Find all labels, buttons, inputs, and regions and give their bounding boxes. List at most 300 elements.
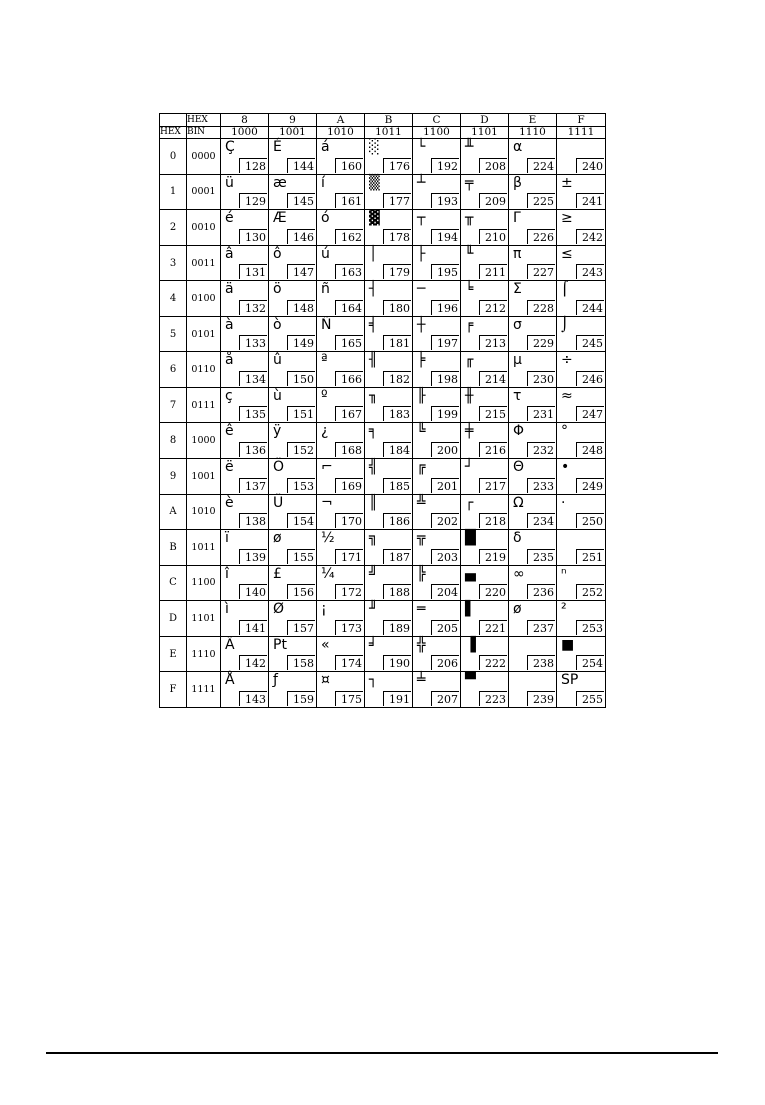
char-glyph: ° <box>561 423 568 440</box>
row-hex-label: 7 <box>160 387 187 423</box>
char-glyph: ║ <box>369 494 378 511</box>
char-code-number: 254 <box>576 655 604 670</box>
char-glyph: ─ <box>417 281 426 298</box>
char-code-number: 128 <box>239 158 267 173</box>
char-glyph: ╠ <box>417 565 426 582</box>
char-cell <box>509 672 557 708</box>
char-code-number: 196 <box>431 300 459 315</box>
table-row <box>160 139 606 175</box>
hex-row-label: HEX <box>160 126 187 139</box>
char-cell <box>317 494 365 530</box>
char-code-number: 139 <box>239 549 267 564</box>
row-hex-label: 5 <box>160 316 187 352</box>
char-code-number: 215 <box>479 406 507 421</box>
char-cell <box>269 565 317 601</box>
char-glyph: ≤ <box>561 245 573 262</box>
table-row <box>160 601 606 637</box>
char-glyph: É <box>273 139 282 156</box>
char-glyph: · <box>561 494 566 511</box>
char-cell <box>269 245 317 281</box>
char-glyph: « <box>321 636 330 653</box>
char-code-number: 168 <box>335 442 363 457</box>
char-code-number: 181 <box>383 335 411 350</box>
char-code-number: 159 <box>287 691 315 706</box>
char-code-number: 253 <box>576 620 604 635</box>
char-code-number: 193 <box>431 193 459 208</box>
char-code-number: 180 <box>383 300 411 315</box>
char-cell <box>269 672 317 708</box>
char-cell <box>317 387 365 423</box>
char-cell <box>509 636 557 672</box>
char-code-number: 190 <box>383 655 411 670</box>
char-glyph: Æ <box>273 210 287 227</box>
char-code-number: 183 <box>383 406 411 421</box>
char-code-number: 252 <box>576 584 604 599</box>
char-code-number: 131 <box>239 264 267 279</box>
char-glyph: ä <box>225 281 234 298</box>
char-cell <box>365 459 413 495</box>
char-cell <box>365 601 413 637</box>
char-glyph: ª <box>321 352 328 369</box>
corner-cell <box>160 114 187 127</box>
char-code-number: 187 <box>383 549 411 564</box>
char-glyph: Σ <box>513 281 522 298</box>
char-glyph: ╝ <box>369 565 378 582</box>
char-cell <box>365 352 413 388</box>
char-code-number: 166 <box>335 371 363 386</box>
char-glyph: ≈ <box>561 387 573 404</box>
char-code-number: 242 <box>576 229 604 244</box>
char-glyph: ó <box>321 210 330 227</box>
char-code-number: 188 <box>383 584 411 599</box>
hex-col-header: E <box>509 114 557 127</box>
char-cell <box>365 672 413 708</box>
char-cell <box>269 636 317 672</box>
char-cell <box>509 352 557 388</box>
char-glyph: │ <box>369 245 378 262</box>
char-glyph: α <box>513 139 523 156</box>
char-code-number: 211 <box>479 264 507 279</box>
char-code-number: 230 <box>527 371 555 386</box>
char-code-number: 172 <box>335 584 363 599</box>
row-hex-label: 2 <box>160 210 187 246</box>
char-code-number: 157 <box>287 620 315 635</box>
char-cell <box>461 352 509 388</box>
char-code-number: 162 <box>335 229 363 244</box>
char-cell <box>317 601 365 637</box>
char-code-number: 249 <box>576 478 604 493</box>
row-bin-label: 1100 <box>187 565 221 601</box>
char-glyph: ╖ <box>369 387 378 404</box>
char-code-number: 145 <box>287 193 315 208</box>
row-hex-label: 9 <box>160 459 187 495</box>
char-cell <box>509 459 557 495</box>
row-hex-label: 3 <box>160 245 187 281</box>
char-code-number: 176 <box>383 158 411 173</box>
char-glyph: ╘ <box>465 281 474 298</box>
char-cell <box>317 459 365 495</box>
char-cell <box>221 387 269 423</box>
char-code-number: 165 <box>335 335 363 350</box>
char-cell <box>413 174 461 210</box>
char-glyph: ┼ <box>417 316 426 333</box>
char-glyph: à <box>225 316 234 333</box>
bin-col-header: 1010 <box>317 126 365 139</box>
char-glyph: ø <box>273 530 282 547</box>
row-bin-label: 0001 <box>187 174 221 210</box>
char-code-number: 137 <box>239 478 267 493</box>
char-cell <box>365 530 413 566</box>
char-code-number: 179 <box>383 264 411 279</box>
table-row <box>160 245 606 281</box>
hex-col-header: F <box>557 114 606 127</box>
char-glyph: ⌡ <box>561 316 569 333</box>
char-code-number: 243 <box>576 264 604 279</box>
row-bin-label: 0011 <box>187 245 221 281</box>
char-cell <box>317 210 365 246</box>
char-cell <box>317 352 365 388</box>
char-cell <box>317 316 365 352</box>
char-cell <box>413 316 461 352</box>
char-cell <box>269 601 317 637</box>
char-cell <box>557 245 606 281</box>
char-glyph: ï <box>225 530 229 547</box>
char-cell <box>557 565 606 601</box>
row-hex-label: 6 <box>160 352 187 388</box>
char-cell <box>269 530 317 566</box>
char-glyph: Θ <box>513 459 525 476</box>
char-glyph: ═ <box>417 601 426 618</box>
char-cell <box>509 245 557 281</box>
char-cell <box>413 245 461 281</box>
char-cell <box>413 459 461 495</box>
char-cell <box>365 636 413 672</box>
char-glyph: ⌠ <box>561 281 569 298</box>
char-cell <box>269 494 317 530</box>
char-glyph: π <box>513 245 522 262</box>
char-code-number: 255 <box>576 691 604 706</box>
char-glyph: ╔ <box>417 459 426 476</box>
char-code-number: 148 <box>287 300 315 315</box>
char-code-number: 174 <box>335 655 363 670</box>
char-glyph: ╧ <box>417 672 426 689</box>
char-glyph: ╨ <box>465 139 474 156</box>
char-glyph: ╚ <box>417 423 426 440</box>
char-glyph: ÿ <box>273 423 282 440</box>
char-cell <box>269 459 317 495</box>
bin-header-label: BIN <box>187 126 221 139</box>
row-bin-label: 1111 <box>187 672 221 708</box>
char-glyph: ├ <box>417 245 426 262</box>
table-row <box>160 636 606 672</box>
char-code-number: 216 <box>479 442 507 457</box>
char-code-number: 195 <box>431 264 459 279</box>
char-code-number: 143 <box>239 691 267 706</box>
char-code-number: 218 <box>479 513 507 528</box>
char-code-number: 146 <box>287 229 315 244</box>
char-glyph: ╥ <box>465 210 474 227</box>
char-cell <box>509 139 557 175</box>
bin-header-row <box>160 126 606 139</box>
hex-col-header: C <box>413 114 461 127</box>
footer-rule <box>46 1052 718 1054</box>
char-cell <box>317 245 365 281</box>
char-cell <box>461 423 509 459</box>
char-cell <box>509 174 557 210</box>
char-code-number: 140 <box>239 584 267 599</box>
char-glyph: ╓ <box>465 352 474 369</box>
char-code-number: 251 <box>576 549 604 564</box>
char-cell <box>365 281 413 317</box>
char-glyph: ç <box>225 387 233 404</box>
char-code-number: 138 <box>239 513 267 528</box>
char-code-number: 197 <box>431 335 459 350</box>
char-code-number: 207 <box>431 691 459 706</box>
char-glyph: é <box>225 210 234 227</box>
table-row <box>160 387 606 423</box>
table-row <box>160 672 606 708</box>
char-cell <box>269 281 317 317</box>
row-bin-label: 1001 <box>187 459 221 495</box>
char-code-number: 152 <box>287 442 315 457</box>
char-code-number: 235 <box>527 549 555 564</box>
char-code-number: 248 <box>576 442 604 457</box>
row-hex-label: F <box>160 672 187 708</box>
row-bin-label: 0110 <box>187 352 221 388</box>
char-code-number: 217 <box>479 478 507 493</box>
char-code-number: 234 <box>527 513 555 528</box>
row-bin-label: 0101 <box>187 316 221 352</box>
char-glyph: β <box>513 174 522 191</box>
char-code-number: 153 <box>287 478 315 493</box>
char-cell <box>221 352 269 388</box>
char-glyph: ê <box>225 423 234 440</box>
char-cell <box>557 352 606 388</box>
row-hex-label: D <box>160 601 187 637</box>
row-bin-label: 1110 <box>187 636 221 672</box>
char-code-number: 226 <box>527 229 555 244</box>
char-glyph: ▐ <box>465 636 476 653</box>
char-cell <box>461 174 509 210</box>
bin-col-header: 1000 <box>221 126 269 139</box>
char-code-number: 204 <box>431 584 459 599</box>
row-bin-label: 1000 <box>187 423 221 459</box>
char-cell <box>221 174 269 210</box>
char-glyph: £ <box>273 565 282 582</box>
char-cell <box>461 494 509 530</box>
char-code-number: 250 <box>576 513 604 528</box>
char-code-number: 209 <box>479 193 507 208</box>
char-cell <box>221 423 269 459</box>
char-glyph: ╩ <box>417 494 426 511</box>
char-glyph: µ <box>513 352 522 369</box>
char-cell <box>557 672 606 708</box>
char-glyph: ┐ <box>369 672 378 689</box>
bin-col-header: 1110 <box>509 126 557 139</box>
char-glyph: █ <box>465 530 476 547</box>
char-cell <box>317 672 365 708</box>
char-cell <box>221 636 269 672</box>
char-code-number: 169 <box>335 478 363 493</box>
char-glyph: ┌ <box>465 494 474 511</box>
table-row <box>160 281 606 317</box>
char-cell <box>221 139 269 175</box>
row-bin-label: 1010 <box>187 494 221 530</box>
char-cell <box>413 530 461 566</box>
char-code-number: 175 <box>335 691 363 706</box>
char-glyph: Ø <box>273 601 285 618</box>
char-code-number: 164 <box>335 300 363 315</box>
char-glyph: ë <box>225 459 234 476</box>
char-code-number: 229 <box>527 335 555 350</box>
char-code-number: 223 <box>479 691 507 706</box>
char-code-number: 219 <box>479 549 507 564</box>
char-cell <box>557 636 606 672</box>
char-code-number: 245 <box>576 335 604 350</box>
char-cell <box>509 210 557 246</box>
char-glyph: ± <box>561 174 573 191</box>
char-code-number: 151 <box>287 406 315 421</box>
char-cell <box>509 423 557 459</box>
char-code-number: 135 <box>239 406 267 421</box>
char-code-number: 212 <box>479 300 507 315</box>
bin-col-header: 1001 <box>269 126 317 139</box>
char-glyph: ┴ <box>417 174 426 191</box>
char-code-number: 160 <box>335 158 363 173</box>
char-cell <box>317 565 365 601</box>
char-code-number: 222 <box>479 655 507 670</box>
char-code-number: 149 <box>287 335 315 350</box>
char-cell <box>413 423 461 459</box>
char-code-number: 161 <box>335 193 363 208</box>
char-cell <box>365 565 413 601</box>
char-code-number: 129 <box>239 193 267 208</box>
char-code-number: 167 <box>335 406 363 421</box>
char-glyph: ╗ <box>369 530 378 547</box>
char-glyph: ÷ <box>561 352 573 369</box>
char-cell <box>413 565 461 601</box>
char-glyph: SP <box>561 672 579 689</box>
char-cell <box>365 423 413 459</box>
char-code-number: 221 <box>479 620 507 635</box>
char-cell <box>269 387 317 423</box>
char-glyph: å <box>225 352 234 369</box>
char-code-number: 224 <box>527 158 555 173</box>
char-cell <box>221 672 269 708</box>
char-glyph: ò <box>273 316 282 333</box>
char-cell <box>413 387 461 423</box>
char-glyph: ╦ <box>417 530 426 547</box>
char-glyph: ╫ <box>465 387 474 404</box>
char-cell <box>317 423 365 459</box>
hex-col-header: A <box>317 114 365 127</box>
char-glyph: ╤ <box>465 174 474 191</box>
char-glyph: â <box>225 245 234 262</box>
char-code-number: 134 <box>239 371 267 386</box>
char-code-number: 202 <box>431 513 459 528</box>
char-cell <box>221 316 269 352</box>
char-glyph: Φ <box>513 423 525 440</box>
row-hex-label: 1 <box>160 174 187 210</box>
char-glyph: ┤ <box>369 281 378 298</box>
char-cell <box>413 494 461 530</box>
char-glyph: Å <box>225 672 235 689</box>
bin-col-header: 1011 <box>365 126 413 139</box>
row-bin-label: 0100 <box>187 281 221 317</box>
char-cell <box>365 494 413 530</box>
char-cell <box>221 601 269 637</box>
char-cell <box>509 494 557 530</box>
char-cell <box>365 387 413 423</box>
char-glyph: ü <box>225 174 234 191</box>
char-cell <box>365 245 413 281</box>
char-glyph: ⁿ <box>561 565 567 582</box>
char-code-number: 158 <box>287 655 315 670</box>
char-cell <box>557 494 606 530</box>
char-code-number: 132 <box>239 300 267 315</box>
char-code-number: 228 <box>527 300 555 315</box>
char-cell <box>461 245 509 281</box>
hex-col-header: D <box>461 114 509 127</box>
hex-header-row <box>160 114 606 127</box>
char-code-number: 203 <box>431 549 459 564</box>
char-cell <box>461 601 509 637</box>
char-code-number: 201 <box>431 478 459 493</box>
row-hex-label: A <box>160 494 187 530</box>
char-code-number: 177 <box>383 193 411 208</box>
char-code-number: 171 <box>335 549 363 564</box>
char-code-number: 205 <box>431 620 459 635</box>
char-code-number: 244 <box>576 300 604 315</box>
bin-col-header: 1100 <box>413 126 461 139</box>
char-glyph: ╪ <box>465 423 474 440</box>
char-glyph: ▀ <box>465 672 476 689</box>
char-code-number: 154 <box>287 513 315 528</box>
char-glyph: ╒ <box>465 316 474 333</box>
char-code-number: 214 <box>479 371 507 386</box>
char-cell <box>461 636 509 672</box>
char-glyph: τ <box>513 387 522 404</box>
char-cell <box>365 174 413 210</box>
char-glyph: σ <box>513 316 522 333</box>
char-cell <box>317 530 365 566</box>
char-glyph: ∞ <box>513 565 525 582</box>
char-code-number: 163 <box>335 264 363 279</box>
hex-col-header: B <box>365 114 413 127</box>
char-code-number: 236 <box>527 584 555 599</box>
char-code-number: 170 <box>335 513 363 528</box>
char-cell <box>413 672 461 708</box>
char-glyph: ² <box>561 601 567 618</box>
char-cell <box>317 174 365 210</box>
char-glyph: ƒ <box>273 672 278 689</box>
char-cell <box>317 139 365 175</box>
char-code-number: 200 <box>431 442 459 457</box>
char-cell <box>461 281 509 317</box>
char-cell <box>269 316 317 352</box>
row-hex-label: 4 <box>160 281 187 317</box>
hex-col-header: 9 <box>269 114 317 127</box>
char-cell <box>557 139 606 175</box>
char-glyph: ┬ <box>417 210 426 227</box>
char-cell <box>365 210 413 246</box>
table-row <box>160 530 606 566</box>
char-glyph: è <box>225 494 234 511</box>
table-row <box>160 565 606 601</box>
hex-header-label: HEX <box>187 114 221 127</box>
char-cell <box>221 494 269 530</box>
char-code-number: 206 <box>431 655 459 670</box>
